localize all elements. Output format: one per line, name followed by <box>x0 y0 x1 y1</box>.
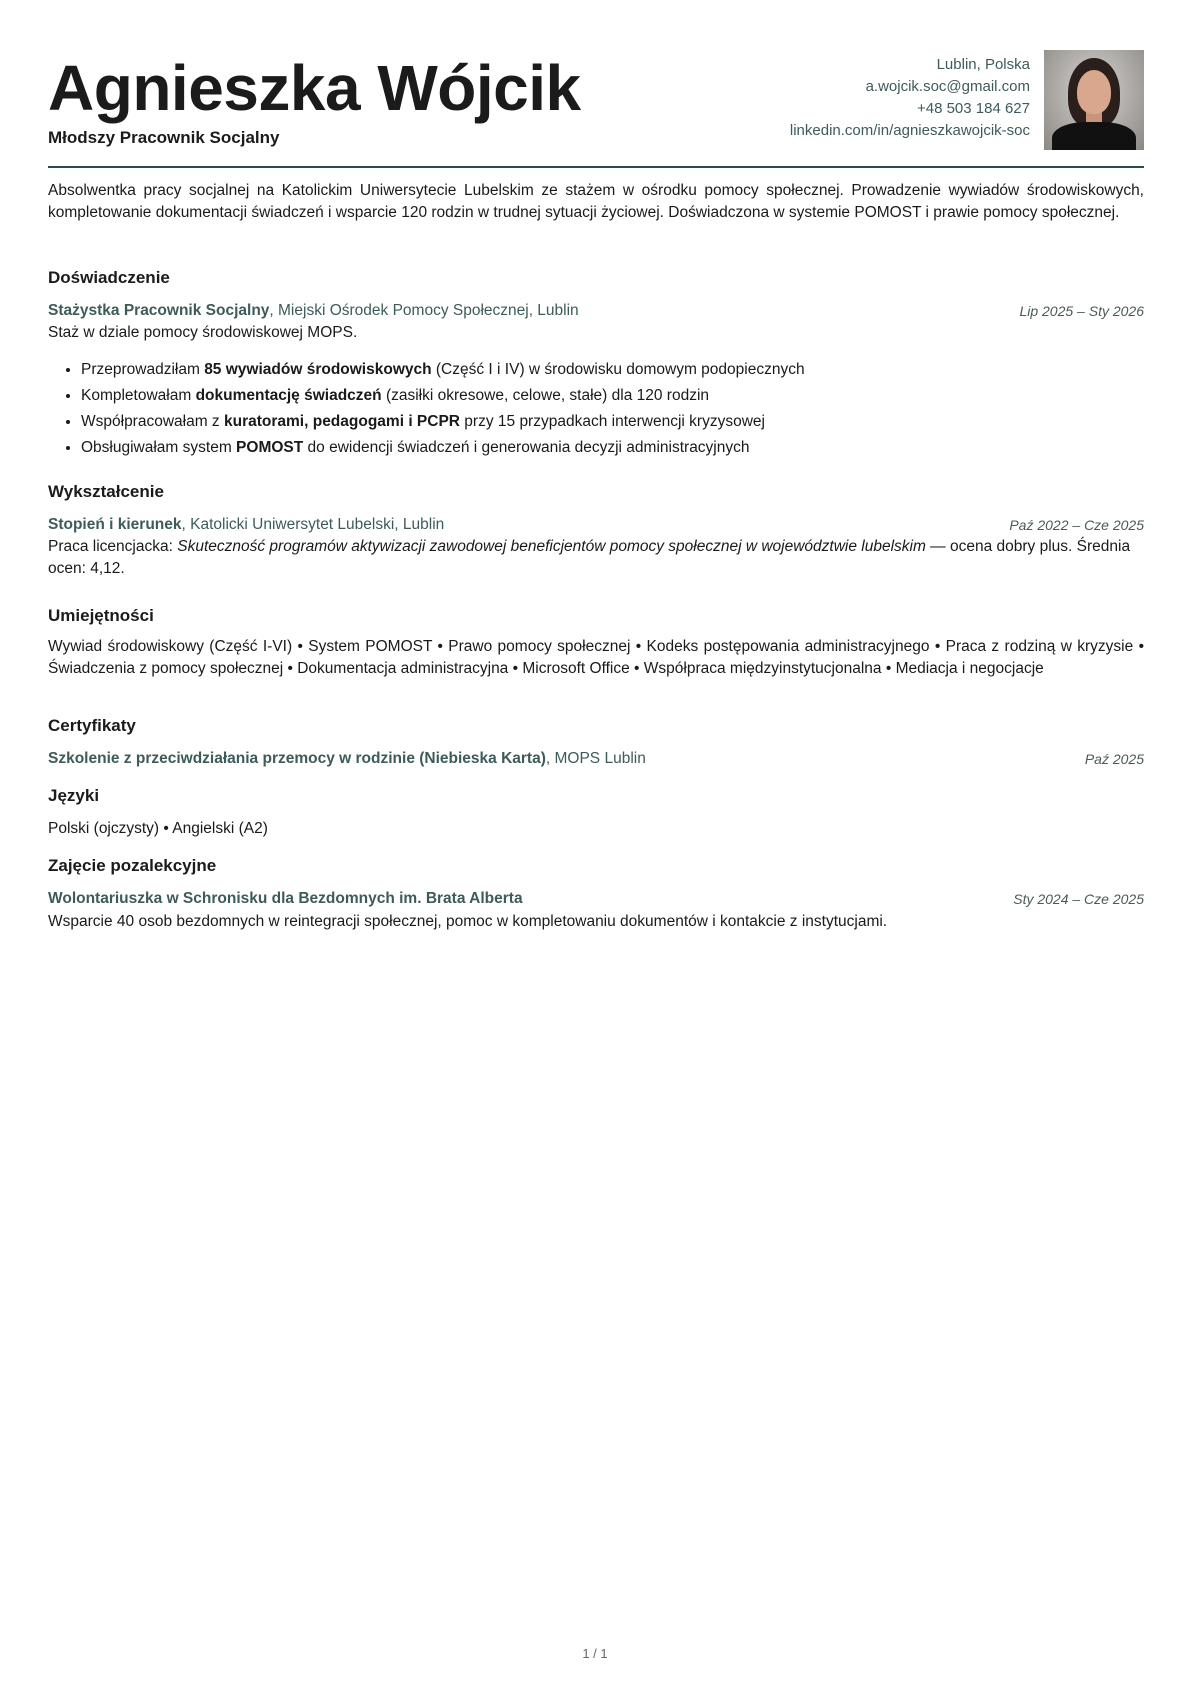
education-entry-header <box>48 514 1144 536</box>
bullet-highlight: kuratorami, pedagogami i PCPR <box>224 413 460 430</box>
thesis-label: Praca licencjacka: <box>48 538 178 555</box>
experience-bullets <box>48 357 805 461</box>
page-indicator: 1 / 1 <box>582 1646 608 1661</box>
languages-list: Polski (ojczysty) • Angielski (A2) <box>48 820 268 837</box>
section-title-languages: Języki <box>48 786 100 805</box>
certificate-issuer: , MOPS Lublin <box>545 750 646 767</box>
bullet-highlight: dokumentację świadczeń <box>195 387 382 404</box>
education-degree: Stopień i kierunek <box>48 516 182 533</box>
extracurricular-description: Wsparcie 40 osob bezdomnych w reintegracji społecznej, pomoc w kompletowaniu dokumentów i kontakcie z instytucjami. <box>48 913 888 930</box>
extracurricular-date: Sty 2024 – Cze 2025 <box>1013 891 1144 907</box>
section-title-experience: Doświadczenie <box>48 268 170 287</box>
contact-phone: +48 503 184 627 <box>916 100 1030 117</box>
bullet-item <box>81 383 805 409</box>
certificate-date: Paź 2025 <box>1084 751 1144 767</box>
contact-linkedin[interactable]: linkedin.com/in/agnieszkawojcik-soc <box>789 122 1030 139</box>
experience-date: Lip 2025 – Sty 2026 <box>1019 303 1144 319</box>
bullet-text: do ewidencji świadczeń i generowania decyzji administracyjnych <box>303 439 750 456</box>
contact-block <box>790 54 1030 142</box>
bullet-highlight: POMOST <box>236 439 304 456</box>
section-title-education: Wykształcenie <box>48 482 164 501</box>
header-divider <box>48 166 1144 168</box>
thesis-details: — ocena dobry plus. Średnia ocen: 4,12. <box>48 538 1131 577</box>
section-title-certificates: Certyfikaty <box>48 716 136 735</box>
summary-paragraph: Absolwentka pracy socjalnej na Katolickim Uniwersytecie Lubelskim ze stażem w ośrodku pomocy społecznej. Prowadzenie wywiadów środowiskowych, kompletowanie dokumentacji świadczeń i wsparcie 120 rodzin w trudnej sytuacji życiowej. Doświadczona w systemie POMOST i prawie pomocy społecznej. <box>48 182 1144 221</box>
bullet-text: Przeprowadziłam <box>81 361 205 378</box>
resume-header <box>48 0 1144 168</box>
contact-location: Lublin, Polska <box>936 56 1030 73</box>
experience-org: , Miejski Ośrodek Pomocy Społecznej, Lublin <box>269 302 579 319</box>
experience-description: Staż w dziale pomocy środowiskowej MOPS. <box>48 324 358 341</box>
bullet-text: (Część I i IV) w środowisku domowym podopiecznych <box>431 361 805 378</box>
bullet-item <box>81 409 805 435</box>
bullet-text: przy 15 przypadkach interwencji kryzysowej <box>460 413 765 430</box>
certificate-entry <box>48 748 1144 770</box>
experience-role: Stażystka Pracownik Socjalny <box>48 302 270 319</box>
section-title-skills: Umiejętności <box>48 606 154 625</box>
education-date: Paź 2022 – Cze 2025 <box>1009 517 1144 533</box>
experience-entry-header <box>48 300 1144 322</box>
bullet-highlight: 85 wywiadów środowiskowych <box>204 361 432 378</box>
education-institution: , Katolicki Uniwersytet Lubelski, Lublin <box>181 516 445 533</box>
bullet-item <box>81 435 805 461</box>
profile-photo <box>1044 50 1144 150</box>
job-title: Młodszy Pracownik Socjalny <box>48 128 280 147</box>
resume-page <box>48 0 1144 930</box>
section-title-extracurricular: Zajęcie pozalekcyjne <box>48 856 217 875</box>
skills-list: Wywiad środowiskowy (Część I-VI) • System POMOST • Prawo pomocy społecznej • Kodeks postępowania administracyjnego • Praca z rodziną w kryzysie • Świadczenia z pomocy społecznej • Dokumentacja administracyjna • Microsoft Office • Współpraca międzyinstytucjonalna • Mediacja i negocjacje <box>48 638 1144 677</box>
candidate-name: Agnieszka Wójcik <box>48 52 581 124</box>
photo-face <box>1077 70 1111 114</box>
bullet-text: Obsługiwałam system <box>81 439 237 456</box>
photo-body <box>1052 122 1136 150</box>
contact-email[interactable]: a.wojcik.soc@gmail.com <box>865 78 1030 95</box>
education-thesis <box>48 536 1144 580</box>
bullet-text: (zasiłki okresowe, celowe, stałe) dla 120 rodzin <box>381 387 710 404</box>
bullet-item <box>81 357 805 383</box>
bullet-text: Współpracowałam z <box>81 413 224 430</box>
bullet-text: Kompletowałam <box>81 387 196 404</box>
certificate-name: Szkolenie z przeciwdziałania przemocy w rodzinie (Niebieska Karta) <box>48 750 546 767</box>
extracurricular-role: Wolontariuszka w Schronisku dla Bezdomnych im. Brata Alberta <box>48 890 523 907</box>
extracurricular-entry-header <box>48 888 1144 910</box>
thesis-title: Skuteczność programów aktywizacji zawodowej beneficjentów pomocy społecznej w województwie lubelskim <box>177 538 926 555</box>
